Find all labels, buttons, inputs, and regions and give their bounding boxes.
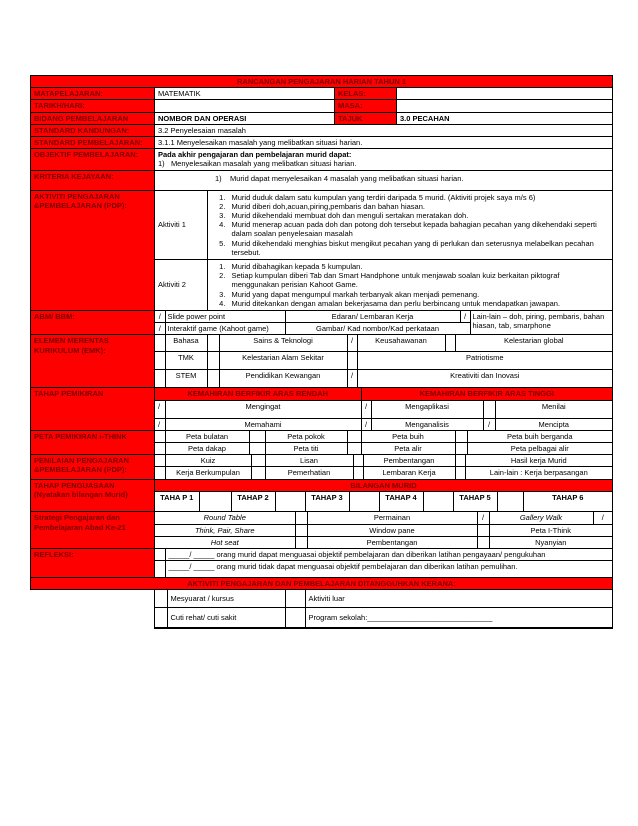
emk-sains: Sains & Teknologi [219, 335, 347, 351]
ditangguhkan-title: AKTIVITI PENGAJARAN DAN PEMBELAJARAN DITANGGUHKAN KERANA: [31, 577, 613, 589]
pemikiran-inner [155, 388, 612, 429]
tahap-count[interactable] [349, 491, 379, 511]
abm-inner [155, 311, 612, 334]
ithink-check[interactable] [455, 431, 467, 443]
emk-kelestarian-global: Kelestarian global [455, 335, 612, 351]
tarikh-value[interactable] [155, 100, 335, 112]
penilaian-check[interactable] [251, 455, 265, 467]
aktiviti-2-label: Aktiviti 2 [155, 260, 207, 311]
abm-check[interactable]: / [155, 311, 165, 323]
ithink-pelbagai-alir: Peta pelbagai alir [467, 443, 612, 455]
rph-table [30, 75, 613, 629]
kbar-header: KEMAHIRAN BERFIKIR ARAS RENDAH [155, 388, 361, 400]
emk-check[interactable] [207, 369, 219, 387]
aktiviti-1-item: 5. Murid dikehendaki menghias biskut mengikut pecahan yang di perlukan dan seterusnya melabelkan pecahan tersebut. [228, 239, 610, 257]
strategi-check[interactable] [477, 524, 489, 536]
strategi-check[interactable] [295, 524, 307, 536]
sp-value: 3.1.1 Menyelesaikan masalah yang melibatkan situasi harian. [155, 137, 613, 149]
aktiviti-1-item: 3. Murid dikehendaki membuat doh dan menguli sertakan meratakan doh. [228, 211, 610, 220]
objektif-content [155, 149, 613, 170]
strategi-check[interactable] [477, 536, 489, 548]
aktiviti-1-item: 2. Murid diberi doh,acuan,piring,pembaris dan bahan hiasan. [228, 202, 610, 211]
bilangan-header: BILANGAN MURID [155, 480, 612, 492]
strategi-permainan: Permainan [307, 512, 477, 524]
aktiviti-2-item: 1. Murid dibahagikan kepada 5 kumpulan. [228, 262, 610, 271]
strategi-inner [155, 512, 612, 548]
tahap-6: TAHAP 6 [523, 491, 612, 511]
penilaian-check[interactable] [155, 467, 165, 479]
tahap-3: TAHAP 3 [305, 491, 349, 511]
aktiviti-2-items [214, 262, 610, 308]
masa-value[interactable] [397, 100, 613, 112]
abm-content [155, 311, 613, 335]
tahap-1: TAHA P 1 [155, 491, 199, 511]
bidang-value: NOMBOR DAN OPERASI [155, 112, 335, 124]
penilaian-check[interactable] [353, 455, 363, 467]
kbat-header: KEMAHIRAN BERFIKIR ARAS TINGGI [361, 388, 612, 400]
refleksi-content [155, 549, 613, 578]
penilaian-label: PENILAIAN PENGAJARAN &PEMBELAJARAN (PDP): [31, 455, 155, 479]
tahap-4: TAHAP 4 [379, 491, 423, 511]
ithink-dakap: Peta dakap [165, 443, 249, 455]
ditangguhkan-program: Program sekolah:______________________________ [305, 608, 612, 628]
ithink-check[interactable] [455, 443, 467, 455]
abm-label: ABM/ BBM: [31, 311, 155, 335]
emk-patriotisme: Patriotisme [357, 351, 612, 369]
abm-check[interactable]: / [460, 311, 470, 323]
tarikh-row [31, 100, 613, 112]
pemikiran-mengaplikasi: Mengaplikasi [371, 400, 483, 418]
tahap-count[interactable] [199, 491, 231, 511]
mata-pelajaran-value: MATEMATIK [155, 88, 335, 100]
ithink-check[interactable] [249, 443, 265, 455]
masa-label: MASA: [335, 100, 397, 112]
emk-check[interactable] [155, 335, 165, 351]
pemikiran-check[interactable]: / [361, 400, 371, 418]
aktiviti-2-list [207, 260, 612, 311]
emk-kreativiti: Kreativiti dan Inovasi [357, 369, 612, 387]
refleksi-check[interactable] [155, 561, 165, 577]
ithink-bulatan: Peta bulatan [165, 431, 249, 443]
rph-document [30, 75, 612, 629]
aktiviti-1-label: Aktiviti 1 [155, 191, 207, 260]
sk-label: STANDARD KANDUNGAN: [31, 124, 155, 136]
strategi-check[interactable]: / [477, 512, 489, 524]
page-title: RANCANGAN PENGAJARAN HARIAN TAHUN 1 [31, 76, 613, 88]
ithink-alir: Peta alir [361, 443, 455, 455]
emk-pendidikan: Pendidikan Kewangan [219, 369, 347, 387]
pemikiran-mengingat: Mengingat [165, 400, 361, 418]
emk-keusahawanan: Keusahawanan [357, 335, 445, 351]
tajuk-label: TAJUK [335, 112, 397, 124]
abm-check[interactable]: / [155, 323, 165, 335]
emk-check[interactable] [155, 369, 165, 387]
ditangguhkan-check[interactable] [155, 608, 167, 628]
penilaian-lembaran: Lembaran Kerja [363, 467, 455, 479]
refleksi-label: REFLEKSI: [31, 549, 155, 578]
ditangguhkan-spacer [31, 589, 155, 629]
ithink-titi: Peta titi [265, 443, 347, 455]
penilaian-lain: Lain-lain : Kerja berpasangan [465, 467, 612, 479]
emk-check[interactable] [445, 335, 455, 351]
pemikiran-check[interactable]: / [155, 400, 165, 418]
ditangguhkan-aktiviti-luar: Aktiviti luar [305, 590, 612, 608]
strategi-peta-ithink: Peta I-Think [489, 524, 612, 536]
ithink-check[interactable] [155, 443, 165, 455]
pemikiran-check[interactable]: / [361, 418, 371, 430]
title-row [31, 76, 613, 88]
aktiviti-1-items [214, 193, 610, 257]
strategi-content [155, 512, 613, 549]
sp-row [31, 137, 613, 149]
tajuk-value: 3.0 PECAHAN [397, 112, 613, 124]
emk-check[interactable] [347, 351, 357, 369]
aktiviti-1-row [155, 191, 612, 260]
ditangguhkan-content [155, 589, 613, 629]
strategi-check[interactable] [295, 536, 307, 548]
ditangguhkan-row [31, 589, 613, 629]
emk-stem: STEM [165, 369, 207, 387]
tahap-count[interactable] [423, 491, 453, 511]
emk-kelestarian-alam: Kelestarian Alam Sekitar [219, 351, 347, 369]
ithink-label: PETA PEMIKIRAN i-THINK [31, 430, 155, 454]
objektif-item-text: Menyelesaikan masalah yang melibatkan situasi harian. [170, 159, 357, 169]
penilaian-lisan: Lisan [265, 455, 353, 467]
refleksi-line-1: _____/ _____ orang murid dapat menguasai objektif pembelajaran dan diberikan latihan pengayaan/ pengukuhan [165, 549, 612, 561]
refleksi-inner [155, 549, 612, 577]
sp-label: STANDARD PEMBELAJARAN: [31, 137, 155, 149]
ithink-row [31, 430, 613, 454]
ditangguhkan-inner [155, 590, 612, 629]
aktiviti-2-item: 3. Murid yang dapat mengumpul markah terbanyak akan menjadi pemenang. [228, 290, 610, 299]
kriteria-num: 1) [215, 173, 222, 183]
aktiviti-content [155, 190, 613, 310]
strategi-gallery: Gallery Walk [489, 512, 593, 524]
strategi-label: Strategi Pengajaran dan Pembelajaran Abad Ke-21 [31, 512, 155, 549]
ithink-check[interactable] [347, 443, 361, 455]
abm-interaktif: Interaktif game (Kahoot game) [165, 323, 285, 335]
penilaian-row [31, 455, 613, 479]
objektif-heading: Pada akhir pengajaran dan pembelajaran murid dapat: [158, 150, 352, 160]
penilaian-kerja-kumpulan: Kerja Berkumpulan [165, 467, 251, 479]
penilaian-check[interactable] [251, 467, 265, 479]
strategi-round-table: Round Table [155, 512, 295, 524]
abm-lain: Lain-lain – doh, piring, pembaris, bahan hiasan, tab, smarphone [470, 311, 612, 334]
kriteria-text: Murid dapat menyelesaikan 4 masalah yang melibatkan situasi harian. [230, 173, 464, 183]
tahap-count[interactable] [275, 491, 305, 511]
kriteria-content [155, 170, 613, 190]
pemikiran-menilai: Menilai [495, 400, 612, 418]
ditangguhkan-check[interactable] [155, 590, 167, 608]
aktiviti-2-item [228, 271, 610, 289]
penilaian-kuiz: Kuiz [165, 455, 251, 467]
ithink-check[interactable] [347, 431, 361, 443]
sk-row [31, 124, 613, 136]
abm-gambar: Gambar/ Kad nombor/Kad perkataan [285, 323, 470, 335]
objektif-item-num: 1) [158, 159, 165, 169]
penilaian-check[interactable] [155, 455, 165, 467]
strategi-pembentangan: Pembentangan [307, 536, 477, 548]
emk-label: ELEMEN MERENTAS KURIKULUM (EMK): [31, 335, 155, 388]
strategi-row [31, 512, 613, 549]
refleksi-check[interactable] [155, 549, 165, 561]
emk-check[interactable]: / [347, 369, 357, 387]
penguasaan-inner [155, 480, 612, 512]
emk-check[interactable] [207, 335, 219, 351]
emk-tmk: TMK [165, 351, 207, 369]
pemikiran-mencipta: Mencipta [495, 418, 612, 430]
pemikiran-check[interactable] [483, 400, 495, 418]
pemikiran-row [31, 388, 613, 430]
bidang-label: BIDANG PEMBELAJARAN [31, 112, 155, 124]
bidang-row [31, 112, 613, 124]
penilaian-check[interactable] [455, 467, 465, 479]
strategi-check[interactable] [295, 512, 307, 524]
ithink-buih: Peta buih [361, 431, 455, 443]
objektif-row [31, 149, 613, 170]
aktiviti-2-item-text: Setiap kumpulan diberi Tab dan Smart Handphone untuk menjawab soalan kuiz berkaitan piktograf menggunakan perisian Kahoot Game. [231, 271, 560, 290]
penguasaan-content [155, 479, 613, 512]
pemikiran-check[interactable]: / [483, 418, 495, 430]
aktiviti-1-list [207, 191, 612, 260]
objektif-item [158, 159, 609, 168]
pemikiran-menganalisis: Menganalisis [371, 418, 483, 430]
aktiviti-1-item: 4. Murid menerap acuan pada doh dan potong doh tersebut kepada bahagian pecahan yang dikehendaki seperti dalam soalan penyelesaian masalah [228, 220, 610, 238]
pemikiran-label: TAHAP PEMIKIRAN [31, 388, 155, 430]
ditangguhkan-check[interactable] [285, 590, 305, 608]
aktiviti-2-row [155, 260, 612, 311]
emk-check[interactable]: / [347, 335, 357, 351]
penguasaan-row [31, 479, 613, 512]
aktiviti-2-item: 4. Murid ditekankan dengan amalan bekerjasama dan perlu berbincang untuk mendapatkan jawapan. [228, 299, 610, 308]
objektif-label: OBJEKTIF PEMBELAJARAN: [31, 149, 155, 170]
tahap-count[interactable] [497, 491, 523, 511]
ithink-pokok: Peta pokok [265, 431, 347, 443]
sk-value: 3.2 Penyelesaian masalah [155, 124, 613, 136]
tahap-5: TAHAP 5 [453, 491, 497, 511]
penilaian-hasil: Hasil kerja Murid [465, 455, 612, 467]
kelas-label: KELAS: [335, 88, 397, 100]
penilaian-pembentangan: Pembentangan [363, 455, 455, 467]
ditangguhkan-check[interactable] [285, 608, 305, 628]
abm-edaran: Edaran/ Lembaran Kerja [285, 311, 460, 323]
ithink-content [155, 430, 613, 454]
penilaian-content [155, 455, 613, 479]
aktiviti-inner [155, 191, 612, 310]
strategi-check[interactable]: / [593, 512, 612, 524]
kriteria-row [31, 170, 613, 190]
emk-check[interactable] [155, 351, 165, 369]
kriteria-label: KRITERIA KEJAYAAN: [31, 170, 155, 190]
ithink-check[interactable] [249, 431, 265, 443]
emk-inner [155, 335, 612, 387]
emk-row [31, 335, 613, 388]
pemikiran-check[interactable]: / [155, 418, 165, 430]
kelas-value[interactable] [397, 88, 613, 100]
refleksi-row [31, 549, 613, 578]
aktiviti-row [31, 190, 613, 310]
ditangguhkan-mesyuarat: Mesyuarat / kursus [167, 590, 285, 608]
mata-pelajaran-label: MATAPELAJARAN: [31, 88, 155, 100]
emk-bahasa: Bahasa [165, 335, 207, 351]
penilaian-check[interactable] [353, 467, 363, 479]
emk-check[interactable] [207, 351, 219, 369]
refleksi-line-2: _____/ _____ orang murid tidak dapat menguasai objektif pembelajaran dan diberikan latihan pemulihan. [165, 561, 612, 577]
strategi-hot-seat: Hot seat [155, 536, 295, 548]
tahap-2: TAHAP 2 [231, 491, 275, 511]
abm-row [31, 311, 613, 335]
strategi-nyanyian: Nyanyian [489, 536, 612, 548]
penilaian-check[interactable] [455, 455, 465, 467]
aktiviti-1-item: 1. Murid duduk dalam satu kumpulan yang terdiri daripada 5 murid. (Aktiviti projek saya m/s 6) [228, 193, 610, 202]
ithink-check[interactable] [155, 431, 165, 443]
tarikh-label: TARIKH/HARI: [31, 100, 155, 112]
strategi-window: Window pane [307, 524, 477, 536]
ditangguhkan-title-row [31, 577, 613, 589]
strategi-think-pair: Think, Pair, Share [155, 524, 295, 536]
mata-pelajaran-row [31, 88, 613, 100]
emk-content [155, 335, 613, 388]
ithink-inner [155, 431, 612, 454]
penilaian-inner [155, 455, 612, 478]
pemikiran-memahami: Memahami [165, 418, 361, 430]
penguasaan-label: TAHAP PENGUASAAN (Nyatakan bilangan Murid) [31, 479, 155, 512]
ditangguhkan-cuti: Cuti rehat/ cuti sakit [167, 608, 285, 628]
pemikiran-content [155, 388, 613, 430]
ithink-buih-berganda: Peta buih berganda [467, 431, 612, 443]
aktiviti-label: AKTIVITI PENGAJARAN &PEMBELAJARAN (PDP): [31, 190, 155, 310]
penilaian-pemerhatian: Pemerhatian [265, 467, 353, 479]
abm-slide: Slide power point [165, 311, 285, 323]
